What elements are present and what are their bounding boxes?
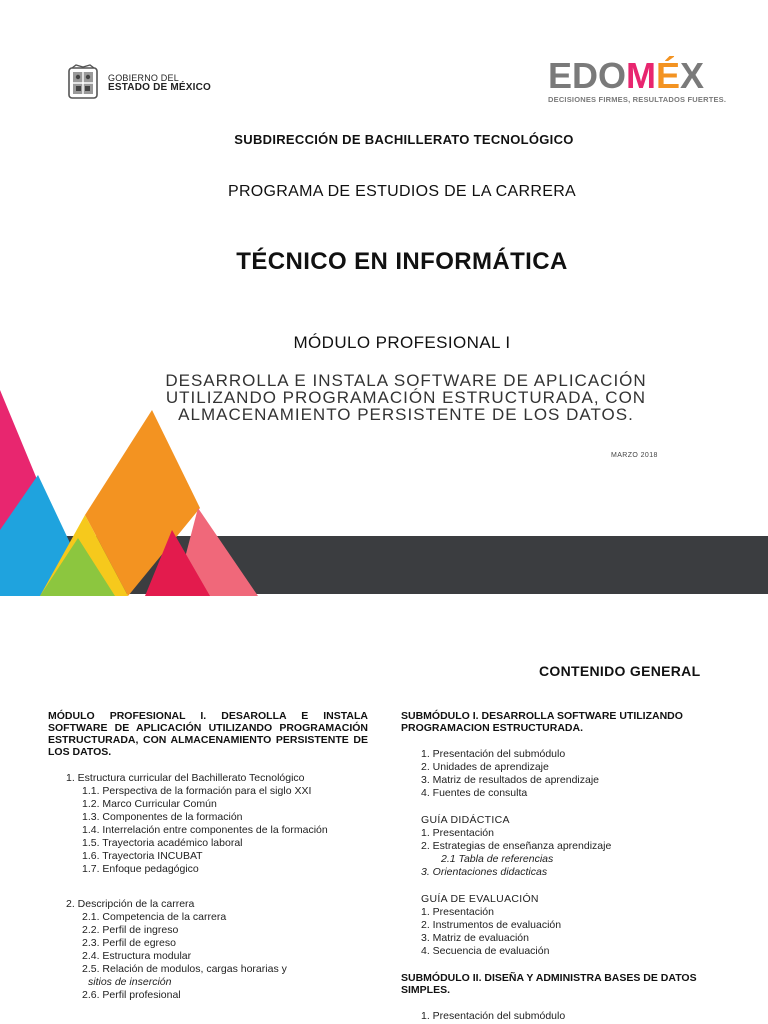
contents-title: CONTENIDO GENERAL bbox=[539, 663, 701, 679]
gobierno-logo-line2: ESTADO DE MÉXICO bbox=[108, 82, 212, 93]
toc-item: 1. Presentación bbox=[421, 827, 494, 839]
subdireccion-title: SUBDIRECCIÓN DE BACHILLERATO TECNOLÓGICO bbox=[234, 132, 574, 147]
gobierno-logo-line1: GOBIERNO DEL bbox=[108, 73, 179, 83]
toc-item: 2.2. Perfil de ingreso bbox=[82, 924, 179, 936]
toc-item: 2.6. Perfil profesional bbox=[82, 989, 181, 1001]
toc-item: 1.7. Enfoque pedagógico bbox=[82, 863, 199, 875]
toc-item: 1.3. Componentes de la formación bbox=[82, 811, 243, 823]
modulo-description-line: ALMACENAMIENTO PERSISTENTE DE LOS DATOS. bbox=[178, 405, 634, 424]
toc-item: 2.3. Perfil de egreso bbox=[82, 937, 176, 949]
toc-item: 1. Presentación bbox=[421, 906, 494, 918]
modulo-title: MÓDULO PROFESIONAL I bbox=[293, 333, 511, 352]
toc-item: 1.1. Perspectiva de la formación para el siglo XXI bbox=[82, 785, 312, 797]
toc-item: 1.4. Interrelación entre componentes de la formación bbox=[82, 824, 328, 836]
toc-item: 1.2. Marco Curricular Común bbox=[82, 798, 217, 810]
toc-item-continuation: sitios de inserción bbox=[88, 976, 172, 988]
edomex-tagline: DECISIONES FIRMES, RESULTADOS FUERTES. bbox=[548, 95, 727, 104]
toc-item: 2. Unidades de aprendizaje bbox=[421, 761, 549, 773]
toc-item: 4. Secuencia de evaluación bbox=[421, 945, 550, 957]
submodule-1-heading: SUBMÓDULO I. DESARROLLA SOFTWARE UTILIZANDO PROGRAMACION ESTRUCTURADA. bbox=[401, 710, 683, 734]
toc-item: 2.5. Relación de modulos, cargas horarias y bbox=[82, 963, 287, 975]
edomex-logo: EDOMÉX DECISIONES FIRMES, RESULTADOS FUERTES. bbox=[548, 58, 754, 104]
toc-item: 3. Orientaciones didacticas bbox=[421, 866, 548, 878]
carrera-title: TÉCNICO EN INFORMÁTICA bbox=[236, 248, 568, 275]
submodule-2-heading: SUBMÓDULO II. DISEÑA Y ADMINISTRA BASES DE DATOS SIMPLES. bbox=[401, 972, 697, 996]
toc-item: 2. Instrumentos de evaluación bbox=[421, 919, 562, 931]
toc-item: 1.5. Trayectoria académico laboral bbox=[82, 837, 243, 849]
state-crest-icon bbox=[66, 64, 100, 102]
contents-left-column bbox=[48, 710, 368, 1002]
toc-item: 4. Fuentes de consulta bbox=[421, 787, 528, 799]
gobierno-logo bbox=[66, 64, 211, 102]
modulo-description-line: UTILIZANDO PROGRAMACIÓN ESTRUCTURADA, CON bbox=[165, 388, 647, 407]
programa-title: PROGRAMA DE ESTUDIOS DE LA CARRERA bbox=[227, 183, 577, 200]
toc-item: 3. Matriz de resultados de aprendizaje bbox=[421, 774, 600, 786]
toc-item: 2.1. Competencia de la carrera bbox=[82, 911, 227, 923]
modulo-description-line: DESARROLLA E INSTALA SOFTWARE DE APLICACIÓN bbox=[165, 371, 647, 390]
toc-item: 2. Estrategias de enseñanza aprendizaje bbox=[421, 840, 612, 852]
guia-evaluacion-title: GUÍA DE EVALUACIÓN bbox=[421, 893, 539, 905]
module-heading: MÓDULO PROFESIONAL I. DESAROLLA E INSTALA SOFTWARE DE APLICACIÓN UTILIZANDO PROGRAMACIÓN ESTRUCTURADA, CON ALMACENAMIENTO PERSISTENTE DE LOS DATOS. bbox=[48, 710, 368, 758]
toc-item: 1.6. Trayectoria INCUBAT bbox=[82, 850, 203, 862]
toc-item: 1. Presentación del submódulo bbox=[421, 748, 566, 760]
section-1-label: 1. Estructura curricular del Bachillerato Tecnológico bbox=[66, 772, 305, 784]
toc-item: 3. Matriz de evaluación bbox=[421, 932, 529, 944]
section-2-label: 2. Descripción de la carrera bbox=[66, 898, 195, 910]
toc-item: 2.1 Tabla de referencias bbox=[441, 853, 554, 865]
toc-item: 2.4. Estructura modular bbox=[82, 950, 192, 962]
guia-didactica-title: GUÍA DIDÁCTICA bbox=[421, 814, 510, 826]
toc-item: 1. Presentación del submódulo bbox=[421, 1010, 566, 1022]
decorative-triangles bbox=[0, 380, 300, 596]
publication-date: MARZO 2018 bbox=[611, 452, 658, 459]
contents-right-column bbox=[401, 710, 731, 1023]
